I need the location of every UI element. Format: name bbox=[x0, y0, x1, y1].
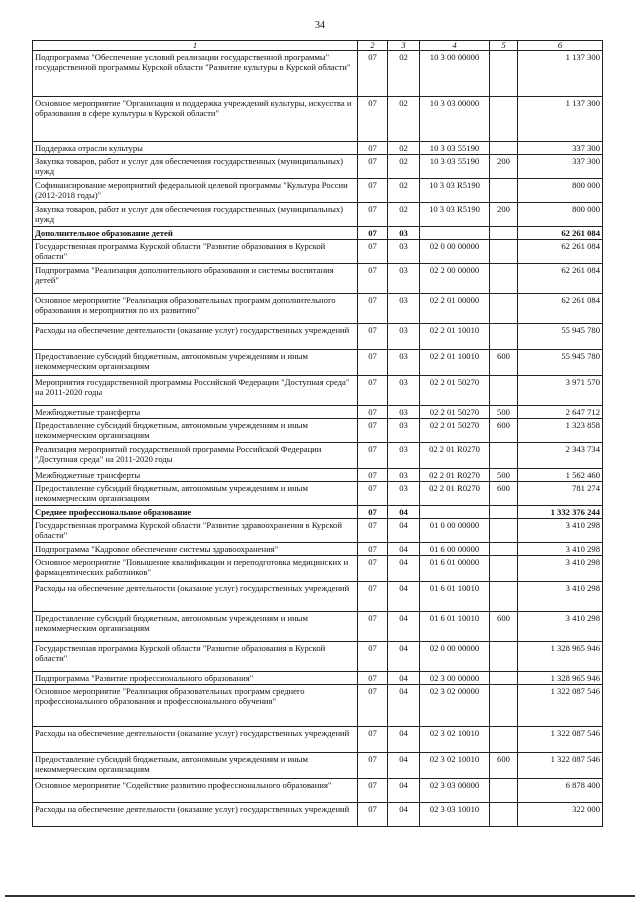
row-target-code: 02 3 02 00000 bbox=[420, 685, 490, 727]
row-section-code: 07 bbox=[358, 443, 388, 469]
row-name: Основное мероприятие "Реализация образовательных программ среднего профессионального образования и профессионального обучения" bbox=[33, 685, 358, 727]
row-target-code: 02 2 01 50270 bbox=[420, 376, 490, 406]
table-row bbox=[33, 779, 603, 803]
table-row bbox=[33, 506, 603, 519]
table-row bbox=[33, 543, 603, 556]
row-amount: 322 000 bbox=[518, 803, 603, 827]
table-row bbox=[33, 155, 603, 179]
footer-divider bbox=[5, 895, 635, 897]
row-section-code: 07 bbox=[358, 612, 388, 642]
row-amount: 800 000 bbox=[518, 203, 603, 227]
row-section-code: 07 bbox=[358, 727, 388, 753]
row-amount: 1 562 460 bbox=[518, 469, 603, 482]
row-subsection-code: 02 bbox=[388, 142, 420, 155]
row-subsection-code: 03 bbox=[388, 324, 420, 350]
row-amount: 62 261 084 bbox=[518, 294, 603, 324]
row-section-code: 07 bbox=[358, 672, 388, 685]
column-header: 6 bbox=[518, 41, 603, 51]
row-target-code bbox=[420, 506, 490, 519]
row-subsection-code: 03 bbox=[388, 294, 420, 324]
row-name: Закупка товаров, работ и услуг для обеспечения государственных (муниципальных) нужд bbox=[33, 155, 358, 179]
row-expense-type bbox=[490, 519, 518, 543]
row-section-code: 07 bbox=[358, 376, 388, 406]
column-header: 4 bbox=[420, 41, 490, 51]
row-section-code: 07 bbox=[358, 469, 388, 482]
row-section-code: 07 bbox=[358, 506, 388, 519]
row-expense-type: 500 bbox=[490, 469, 518, 482]
row-amount: 1 328 965 946 bbox=[518, 672, 603, 685]
column-header: 3 bbox=[388, 41, 420, 51]
table-body bbox=[33, 51, 603, 827]
row-amount: 62 261 084 bbox=[518, 264, 603, 294]
table-row bbox=[33, 419, 603, 443]
row-expense-type bbox=[490, 582, 518, 612]
column-header: 2 bbox=[358, 41, 388, 51]
row-subsection-code: 03 bbox=[388, 376, 420, 406]
row-amount: 337 300 bbox=[518, 142, 603, 155]
row-expense-type bbox=[490, 51, 518, 97]
row-amount: 800 000 bbox=[518, 179, 603, 203]
row-subsection-code: 03 bbox=[388, 227, 420, 240]
row-amount: 781 274 bbox=[518, 482, 603, 506]
row-name: Предоставление субсидий бюджетным, автономным учреждениям и иным некоммерческим организациям bbox=[33, 612, 358, 642]
row-section-code: 07 bbox=[358, 324, 388, 350]
row-name: Расходы на обеспечение деятельности (оказание услуг) государственных учреждений bbox=[33, 582, 358, 612]
row-expense-type bbox=[490, 264, 518, 294]
row-section-code: 07 bbox=[358, 406, 388, 419]
row-expense-type bbox=[490, 779, 518, 803]
row-section-code: 07 bbox=[358, 227, 388, 240]
row-target-code: 02 3 03 10010 bbox=[420, 803, 490, 827]
row-amount: 3 410 298 bbox=[518, 582, 603, 612]
row-amount: 3 410 298 bbox=[518, 543, 603, 556]
row-name: Поддержка отрасли культуры bbox=[33, 142, 358, 155]
row-expense-type bbox=[490, 672, 518, 685]
row-expense-type: 600 bbox=[490, 419, 518, 443]
row-target-code: 02 2 00 00000 bbox=[420, 264, 490, 294]
row-name: Предоставление субсидий бюджетным, автономным учреждениям и иным некоммерческим организациям bbox=[33, 419, 358, 443]
row-amount: 1 322 087 546 bbox=[518, 727, 603, 753]
row-section-code: 07 bbox=[358, 556, 388, 582]
row-expense-type: 600 bbox=[490, 612, 518, 642]
row-expense-type bbox=[490, 803, 518, 827]
row-subsection-code: 04 bbox=[388, 672, 420, 685]
row-target-code bbox=[420, 227, 490, 240]
row-subsection-code: 04 bbox=[388, 642, 420, 672]
row-target-code: 10 3 00 00000 bbox=[420, 51, 490, 97]
row-subsection-code: 02 bbox=[388, 203, 420, 227]
row-subsection-code: 04 bbox=[388, 779, 420, 803]
row-name: Основное мероприятие "Повышение квалификации и переподготовка медицинских и фармацевтических работников" bbox=[33, 556, 358, 582]
row-name: Предоставление субсидий бюджетным, автономным учреждениям и иным некоммерческим организациям bbox=[33, 753, 358, 779]
row-section-code: 07 bbox=[358, 179, 388, 203]
row-target-code: 02 2 01 10010 bbox=[420, 324, 490, 350]
row-amount: 3 410 298 bbox=[518, 612, 603, 642]
row-name: Мероприятия государственной программы Российской Федерации "Доступная среда" на 2011-2020 годы bbox=[33, 376, 358, 406]
budget-table bbox=[32, 40, 603, 827]
row-expense-type bbox=[490, 294, 518, 324]
row-section-code: 07 bbox=[358, 142, 388, 155]
row-subsection-code: 04 bbox=[388, 556, 420, 582]
table-row bbox=[33, 556, 603, 582]
row-name: Софинансирование мероприятий федеральной целевой программы "Культура России (2012-2018 годы)" bbox=[33, 179, 358, 203]
row-section-code: 07 bbox=[358, 519, 388, 543]
row-name: Среднее профессиональное образование bbox=[33, 506, 358, 519]
table-row bbox=[33, 443, 603, 469]
table-row bbox=[33, 727, 603, 753]
row-name: Государственная программа Курской области "Развитие здравоохранения в Курской области" bbox=[33, 519, 358, 543]
row-name: Расходы на обеспечение деятельности (оказание услуг) государственных учреждений bbox=[33, 803, 358, 827]
row-name: Межбюджетные трансферты bbox=[33, 469, 358, 482]
table-row bbox=[33, 672, 603, 685]
row-section-code: 07 bbox=[358, 753, 388, 779]
row-target-code: 02 2 01 50270 bbox=[420, 406, 490, 419]
row-target-code: 10 3 03 55190 bbox=[420, 142, 490, 155]
row-amount: 1 137 300 bbox=[518, 97, 603, 142]
table-row bbox=[33, 376, 603, 406]
row-section-code: 07 bbox=[358, 642, 388, 672]
row-target-code: 02 2 01 10010 bbox=[420, 350, 490, 376]
row-target-code: 01 6 01 10010 bbox=[420, 582, 490, 612]
table-row bbox=[33, 685, 603, 727]
row-expense-type bbox=[490, 376, 518, 406]
row-subsection-code: 04 bbox=[388, 612, 420, 642]
row-section-code: 07 bbox=[358, 51, 388, 97]
row-expense-type bbox=[490, 443, 518, 469]
table-row bbox=[33, 350, 603, 376]
row-expense-type: 500 bbox=[490, 406, 518, 419]
row-name: Подпрограмма "Обеспечение условий реализации государственной программы" государственной программы Курской области "Развитие культуры в Курской области" bbox=[33, 51, 358, 97]
table-row bbox=[33, 753, 603, 779]
row-target-code: 02 2 01 R0270 bbox=[420, 482, 490, 506]
table-row bbox=[33, 406, 603, 419]
row-amount: 1 332 376 244 bbox=[518, 506, 603, 519]
row-expense-type bbox=[490, 642, 518, 672]
row-name: Подпрограмма "Развитие профессионального образования" bbox=[33, 672, 358, 685]
row-target-code: 02 3 02 10010 bbox=[420, 753, 490, 779]
row-subsection-code: 03 bbox=[388, 406, 420, 419]
row-expense-type bbox=[490, 543, 518, 556]
row-expense-type bbox=[490, 240, 518, 264]
row-section-code: 07 bbox=[358, 685, 388, 727]
row-subsection-code: 04 bbox=[388, 685, 420, 727]
row-target-code: 02 3 03 00000 bbox=[420, 779, 490, 803]
row-target-code: 02 2 01 50270 bbox=[420, 419, 490, 443]
row-amount: 1 323 858 bbox=[518, 419, 603, 443]
row-subsection-code: 02 bbox=[388, 97, 420, 142]
row-target-code: 02 2 01 00000 bbox=[420, 294, 490, 324]
table-row bbox=[33, 294, 603, 324]
row-amount: 1 322 087 546 bbox=[518, 685, 603, 727]
row-expense-type bbox=[490, 179, 518, 203]
row-section-code: 07 bbox=[358, 419, 388, 443]
row-expense-type bbox=[490, 556, 518, 582]
row-subsection-code: 03 bbox=[388, 264, 420, 294]
row-amount: 1 137 300 bbox=[518, 51, 603, 97]
row-name: Подпрограмма "Реализация дополнительного образования и системы воспитания детей" bbox=[33, 264, 358, 294]
row-section-code: 07 bbox=[358, 97, 388, 142]
table-row bbox=[33, 582, 603, 612]
row-subsection-code: 04 bbox=[388, 753, 420, 779]
row-subsection-code: 03 bbox=[388, 443, 420, 469]
row-subsection-code: 03 bbox=[388, 469, 420, 482]
row-expense-type bbox=[490, 227, 518, 240]
row-target-code: 02 2 01 R0270 bbox=[420, 469, 490, 482]
row-amount: 1 322 087 546 bbox=[518, 753, 603, 779]
row-expense-type bbox=[490, 685, 518, 727]
row-subsection-code: 02 bbox=[388, 51, 420, 97]
row-section-code: 07 bbox=[358, 803, 388, 827]
row-name: Основное мероприятие "Реализация образовательных программ дополнительного образования и мероприятия по их развитию" bbox=[33, 294, 358, 324]
row-expense-type bbox=[490, 142, 518, 155]
row-expense-type: 600 bbox=[490, 350, 518, 376]
row-name: Основное мероприятие "Содействие развитию профессионального образования" bbox=[33, 779, 358, 803]
table-row bbox=[33, 97, 603, 142]
row-expense-type: 600 bbox=[490, 753, 518, 779]
row-target-code: 01 6 01 10010 bbox=[420, 612, 490, 642]
row-section-code: 07 bbox=[358, 582, 388, 612]
row-section-code: 07 bbox=[358, 155, 388, 179]
row-amount: 62 261 084 bbox=[518, 227, 603, 240]
table-row bbox=[33, 142, 603, 155]
row-expense-type bbox=[490, 97, 518, 142]
row-target-code: 10 3 03 R5190 bbox=[420, 203, 490, 227]
table-row bbox=[33, 469, 603, 482]
row-amount: 55 945 780 bbox=[518, 350, 603, 376]
row-subsection-code: 04 bbox=[388, 727, 420, 753]
row-section-code: 07 bbox=[358, 203, 388, 227]
row-name: Расходы на обеспечение деятельности (оказание услуг) государственных учреждений bbox=[33, 727, 358, 753]
row-target-code: 02 0 00 00000 bbox=[420, 642, 490, 672]
row-subsection-code: 04 bbox=[388, 519, 420, 543]
row-subsection-code: 03 bbox=[388, 482, 420, 506]
row-name: Подпрограмма "Кадровое обеспечение системы здравоохранения" bbox=[33, 543, 358, 556]
row-name: Дополнительное образование детей bbox=[33, 227, 358, 240]
row-subsection-code: 04 bbox=[388, 803, 420, 827]
table-row bbox=[33, 482, 603, 506]
row-section-code: 07 bbox=[358, 779, 388, 803]
row-subsection-code: 03 bbox=[388, 419, 420, 443]
row-name: Предоставление субсидий бюджетным, автономным учреждениям и иным некоммерческим организациям bbox=[33, 350, 358, 376]
table-row bbox=[33, 240, 603, 264]
row-target-code: 01 6 01 00000 bbox=[420, 556, 490, 582]
row-target-code: 01 6 00 00000 bbox=[420, 543, 490, 556]
row-subsection-code: 03 bbox=[388, 350, 420, 376]
row-expense-type: 200 bbox=[490, 155, 518, 179]
table-row bbox=[33, 51, 603, 97]
row-amount: 3 971 570 bbox=[518, 376, 603, 406]
row-subsection-code: 04 bbox=[388, 582, 420, 612]
row-subsection-code: 04 bbox=[388, 543, 420, 556]
table-row bbox=[33, 227, 603, 240]
row-expense-type: 200 bbox=[490, 203, 518, 227]
table-row bbox=[33, 519, 603, 543]
table-row bbox=[33, 612, 603, 642]
row-name: Расходы на обеспечение деятельности (оказание услуг) государственных учреждений bbox=[33, 324, 358, 350]
row-name: Закупка товаров, работ и услуг для обеспечения государственных (муниципальных) нужд bbox=[33, 203, 358, 227]
row-name: Межбюджетные трансферты bbox=[33, 406, 358, 419]
row-subsection-code: 03 bbox=[388, 240, 420, 264]
row-amount: 2 647 712 bbox=[518, 406, 603, 419]
row-target-code: 02 3 00 00000 bbox=[420, 672, 490, 685]
table-row bbox=[33, 264, 603, 294]
row-section-code: 07 bbox=[358, 543, 388, 556]
column-header: 1 bbox=[33, 41, 358, 51]
row-name: Основное мероприятие "Организация и поддержка учреждений культуры, искусства и образования в сфере культуры в Курской области" bbox=[33, 97, 358, 142]
row-target-code: 10 3 03 R5190 bbox=[420, 179, 490, 203]
row-expense-type: 600 bbox=[490, 482, 518, 506]
row-target-code: 02 3 02 10010 bbox=[420, 727, 490, 753]
row-target-code: 02 0 00 00000 bbox=[420, 240, 490, 264]
row-name: Государственная программа Курской области "Развитие образования в Курской области" bbox=[33, 240, 358, 264]
table-row bbox=[33, 642, 603, 672]
row-target-code: 01 0 00 00000 bbox=[420, 519, 490, 543]
row-amount: 3 410 298 bbox=[518, 556, 603, 582]
row-section-code: 07 bbox=[358, 240, 388, 264]
column-header: 5 bbox=[490, 41, 518, 51]
row-amount: 337 300 bbox=[518, 155, 603, 179]
row-section-code: 07 bbox=[358, 350, 388, 376]
row-amount: 62 261 084 bbox=[518, 240, 603, 264]
row-target-code: 02 2 01 R0270 bbox=[420, 443, 490, 469]
row-amount: 3 410 298 bbox=[518, 519, 603, 543]
row-section-code: 07 bbox=[358, 294, 388, 324]
row-section-code: 07 bbox=[358, 264, 388, 294]
table-row bbox=[33, 203, 603, 227]
row-subsection-code: 04 bbox=[388, 506, 420, 519]
row-amount: 1 328 965 946 bbox=[518, 642, 603, 672]
row-amount: 2 343 734 bbox=[518, 443, 603, 469]
row-name: Реализация мероприятий государственной программы Российской Федерации "Доступная среда" на 2011-2020 годы bbox=[33, 443, 358, 469]
row-target-code: 10 3 03 55190 bbox=[420, 155, 490, 179]
row-subsection-code: 02 bbox=[388, 179, 420, 203]
row-expense-type bbox=[490, 324, 518, 350]
page-number: 34 bbox=[315, 20, 325, 31]
table-header-row bbox=[33, 41, 603, 51]
table-row bbox=[33, 324, 603, 350]
row-name: Предоставление субсидий бюджетным, автономным учреждениям и иным некоммерческим организациям bbox=[33, 482, 358, 506]
row-section-code: 07 bbox=[358, 482, 388, 506]
row-subsection-code: 02 bbox=[388, 155, 420, 179]
row-name: Государственная программа Курской области "Развитие образования в Курской области" bbox=[33, 642, 358, 672]
row-amount: 55 945 780 bbox=[518, 324, 603, 350]
row-expense-type bbox=[490, 727, 518, 753]
table-row bbox=[33, 803, 603, 827]
row-expense-type bbox=[490, 506, 518, 519]
row-amount: 6 878 400 bbox=[518, 779, 603, 803]
table-row bbox=[33, 179, 603, 203]
row-target-code: 10 3 03 00000 bbox=[420, 97, 490, 142]
